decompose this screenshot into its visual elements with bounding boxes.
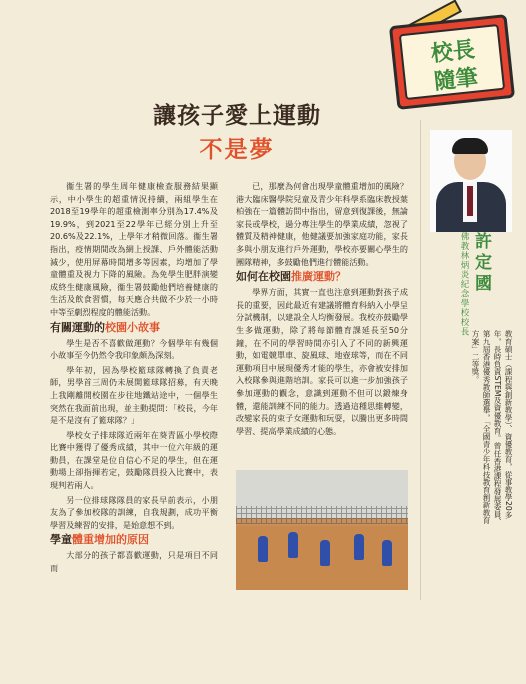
article-title: 讓孩子愛上運動 [153, 103, 321, 129]
author-bio: 教育碩士（課程與創新教學）、資優教育，從事教學20多年，長時負責STEM及資優教育。曾任香港課程發展委員、第九屆香港優秀教師選舉，「全國青少年科技教育創新教育方案」二等獎。 [471, 330, 513, 526]
paragraph: 學年初，因為學校籃球隊轉換了負責老師，男學首三周仍未展開籃球隊招募，有天晚上我剛離開校園在步往地鐵站途中，一個學生突然在我面前出現，並主動提問：「校長，今年是不是沒有了籃球隊？」 [50, 364, 218, 426]
section-heading: 有關運動的校園小故事 [50, 320, 160, 334]
paragraph: 大部分的孩子都喜歡運動，只是項目不同而 [50, 550, 218, 574]
column-badge [389, 14, 515, 110]
article-column-2 [236, 180, 408, 439]
paragraph: 已，那麼為何會出現學童體重增加的風險？港大臨床醫學院兒童及青少年科學系臨床教授葉柏強在一篇體訪問中指出，留意到復課後，無論家長或學校，過分專注學生的學業成績，忽視了體質及精神健康，他健議要加強家庭功能，家長多與小朋友進行戶外運動，學校亦要關心學生的團隊精神，多鼓勵他們進行體能活動。 [236, 181, 408, 267]
paragraph: 學生是否不喜歡做運動？今個學年有幾個小故事至今仍然令我印象頗為深刻。 [50, 337, 218, 361]
paragraph: 衞生署的學生周年健康檢查服務結果顯示，中小學生的超重情況持續，兩組學生在2018至19學年的超重檢測率分別為17.4%及19.9%，到2021至22學年已經分別上升至20.6%及22.1%，上學年才稍微回落。衞生署指出，疫情期間改為網上授課、戶外體能活動減少，使用屏幕時間增多等因素，均增加了學童體重及視力下降的風險。為免學生肥胖演變成終生健康風險，衞生署鼓勵他們培養健康的生活及飲食習慣，每天應合共做不少於一小時中等至劇烈程度的體能活動。 [50, 181, 218, 317]
volleyball-photo [236, 470, 408, 590]
author-name: 許定國 [471, 232, 491, 295]
paragraph: 學界方面，其實一直也注意到運動對孩子成長的重要，因此最近有建議將體育科納入小學呈分試機制，以建設全人均衡發展。我校亦鼓勵學生多做運動，除了將每節體育課延長至50分鐘，在不同的學習時間亦引入了不同的新興運動，如電競單車、旋風球、地壺球等，而在不同運動項目中展現優秀才能的學生，亦會被安排加入校隊參與進階培訓。家長可以進一步加強孩子參加運動的觀念，意識到運動不但可以鍛煉身體，還能訓練不同的能力。透過這種思維轉變，改變家長的束子女運動和玩耍，以騰出更多時間學習、提高學業成績的心態。 [236, 287, 408, 436]
article-column-1 [50, 180, 218, 577]
column-label-line2: 隨筆 [432, 65, 480, 95]
paragraph: 學校女子排球隊近兩年在葵青區小學校際比賽中獲得了優秀成績，其中一位六年級的運動員，在課堂是位自信心不足的學生，但在運動場上卻指揮若定，鼓勵隊員投入比賽中，表現判若兩人。 [50, 429, 218, 491]
paragraph: 另一位排球隊隊員的家長早前表示，小朋友為了參加校隊的訓練，自我規劃，成功平衡學習及練習的安排，是始意想不到。 [50, 494, 218, 530]
article-subtitle: 不是夢 [199, 137, 275, 163]
author-portrait [430, 130, 512, 232]
column-divider [420, 120, 421, 600]
column-label-line1: 校長 [429, 37, 477, 68]
section-heading: 如何在校園推廣運動？ [236, 270, 346, 284]
section-heading: 學童體重增加的原因 [50, 533, 149, 547]
author-title: 佛教林炳炎紀念學校校長 [459, 232, 469, 337]
